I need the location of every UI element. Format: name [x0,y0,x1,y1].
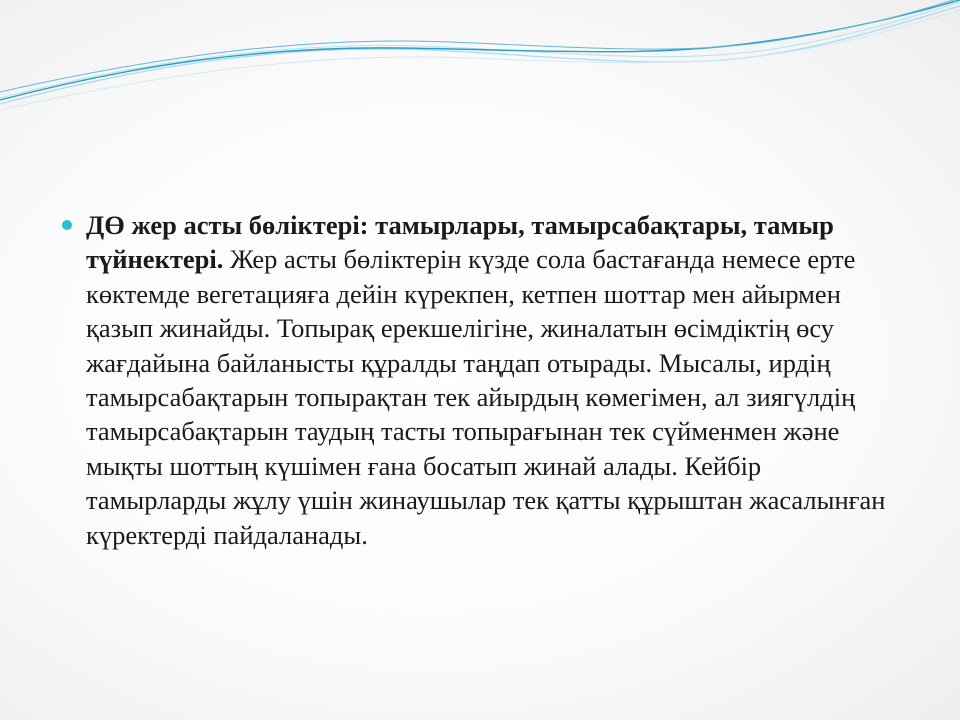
wave-line-light-1 [0,6,960,104]
bullet-dot-icon [62,220,72,230]
bullet-paragraph [86,208,906,552]
wave-line-dark-1 [0,0,960,100]
slide-body [86,208,906,552]
bullet-item [86,208,906,552]
decorative-wave-lines [0,0,960,130]
bold-heading-text: ДӨ жер асты бөліктері: тамырлары, тамырсабақтары, тамыр түйнектері. [86,210,834,275]
body-text: Жер асты бөліктерін күзде сола бастағанда немесе ерте көктемде вегетацияға дейін күрекпен, кетпен шоттар мен айырмен қазып жинайды. Топырақ ерекшелігіне, жиналатын өсімдіктің өсу жағдайына байланысты құралды таңдап отырады. Мысалы, ирдің тамырсабақтарын топырақтан тек айырдың көмегімен, ал зиягүлдің тамырсабақтарын таудың тасты топырағынан тек сүйменмен және мықты шоттың күшімен ғана босатып жинай алады. Кейбір тамырларды жұлу үшін жинаушылар тек қатты құрыштан жасалынған күректерді пайдаланады. [86,244,886,550]
wave-line-light-3 [0,10,960,110]
